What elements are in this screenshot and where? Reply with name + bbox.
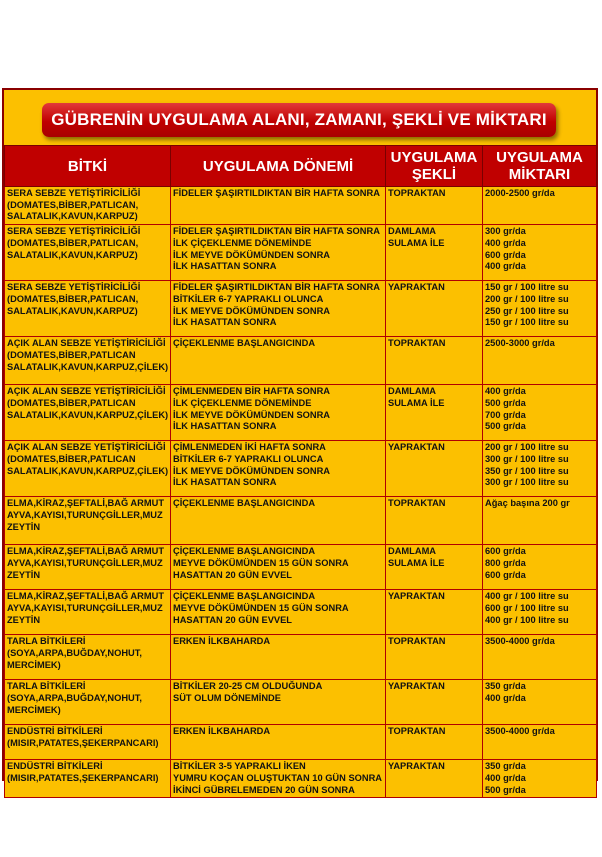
cell-line: ENDÜSTRİ BİTKİLERİ [7,761,103,772]
cell-line: AÇIK ALAN SEBZE YETİŞTİRİCİLİĞİ [7,442,166,453]
cell-line: ELMA,KİRAZ,ŞEFTALİ,BAĞ ARMUT [7,591,164,602]
cell-line: YAPRAKTAN [388,442,445,453]
cell-line: FİDELER ŞAŞIRTILDIKTAN BİR HAFTA SONRA [173,188,380,198]
plant-cell [5,187,171,225]
plant-cell [5,281,171,337]
cell-line: (DOMATES,BİBER,PATLICAN, [7,293,139,304]
amount-cell [483,497,597,545]
cell-line: ÇİÇEKLENME BAŞLANGICINDA [173,338,316,349]
period-cell [171,187,386,225]
cell-line: HASATTAN 20 GÜN EVVEL [173,614,292,625]
cell-line: İLK HASATTAN SONRA [173,477,277,488]
cell-line: HASATTAN 20 GÜN EVVEL [173,569,292,580]
cell-line: SALATALIK,KAVUN,KARPUZ,ÇİLEK) [7,361,169,372]
method-cell [386,760,483,798]
cell-line: YAPRAKTAN [388,681,445,692]
cell-line: 200 gr / 100 litre su [485,293,569,304]
period-cell [171,497,386,545]
cell-line: (DOMATES,BİBER,PATLICAN, [7,237,139,248]
cell-line: 500 gr/da [485,397,526,408]
header-uygulama-donemi [171,146,386,187]
cell-line: SULAMA İLE [388,237,445,248]
cell-line: (MISIR,PATATES,ŞEKERPANCARI) [7,737,159,748]
method-cell [386,635,483,680]
cell-line: 350 gr / 100 litre su [485,465,569,476]
method-cell [386,725,483,760]
table-row [5,590,597,635]
cell-line: TOPRAKTAN [388,338,446,349]
method-cell [386,680,483,725]
cell-line: Ağaç başına 200 gr [485,498,570,509]
cell-line: TOPRAKTAN [388,726,446,737]
cell-line: İLK MEYVE DÖKÜMÜNDEN SONRA [173,409,331,420]
table-row [5,680,597,725]
cell-line: SERA SEBZE YETİŞTİRİCİLİĞİ [7,282,141,293]
method-cell [386,385,483,441]
cell-line: 300 gr / 100 litre su [485,453,569,464]
cell-line: TOPRAKTAN [388,188,446,198]
cell-line: MERCİMEK) [7,659,61,670]
amount-cell [483,725,597,760]
cell-line: 600 gr/da [485,546,526,557]
cell-line: SERA SEBZE YETİŞTİRİCİLİĞİ [7,188,141,198]
cell-line: 700 gr/da [485,409,526,420]
cell-line: 3500-4000 gr/da [485,726,555,737]
cell-line: 300 gr / 100 litre su [485,477,569,488]
period-cell [171,225,386,281]
cell-line: SALATALIK,KAVUN,KARPUZ) [7,305,138,316]
cell-line: AÇIK ALAN SEBZE YETİŞTİRİCİLİĞİ [7,386,166,397]
method-cell [386,281,483,337]
table-row [5,187,597,225]
header-line: BİTKİ [67,157,108,175]
amount-cell [483,225,597,281]
period-cell [171,281,386,337]
cell-line: AÇIK ALAN SEBZE YETİŞTİRİCİLİĞİ [7,338,166,349]
cell-line: (DOMATES,BİBER,PATLICAN [7,453,136,464]
period-cell [171,337,386,385]
cell-line: İLK MEYVE DÖKÜMÜNDEN SONRA [173,465,331,476]
amount-cell [483,385,597,441]
cell-line: (MISIR,PATATES,ŞEKERPANCARI) [7,772,159,783]
cell-line: ZEYTİN [7,521,41,532]
cell-line: ENDÜSTRİ BİTKİLERİ [7,726,103,737]
cell-line: 400 gr / 100 litre su [485,614,569,625]
cell-line: 400 gr/da [485,692,526,703]
amount-cell [483,281,597,337]
cell-line: 800 gr/da [485,557,526,568]
header-line: ŞEKLİ [411,166,457,183]
amount-cell [483,441,597,497]
cell-line: ERKEN İLKBAHARDA [173,636,271,647]
method-cell [386,590,483,635]
cell-line: MEYVE DÖKÜMÜNDEN 15 GÜN SONRA [173,557,349,568]
method-cell [386,225,483,281]
cell-line: İKİNCİ GÜBRELEMEDEN 20 GÜN SONRA [173,784,355,795]
table-row [5,385,597,441]
cell-line: BİTKİLER 3-5 YAPRAKLI İKEN [173,761,306,772]
header-bitki [5,146,171,187]
header-uygulama-miktari [483,146,597,187]
cell-line: (SOYA,ARPA,BUĞDAY,NOHUT, [7,647,142,658]
cell-line: YAPRAKTAN [388,282,445,293]
amount-cell [483,545,597,590]
cell-line: 250 gr / 100 litre su [485,305,569,316]
cell-line: 400 gr/da [485,386,526,397]
table-row [5,281,597,337]
cell-line: MERCİMEK) [7,704,61,715]
plant-cell [5,760,171,798]
header-line: UYGULAMA [496,149,583,166]
cell-line: 600 gr / 100 litre su [485,602,569,613]
cell-line: İLK MEYVE DÖKÜMÜNDEN SONRA [173,305,331,316]
cell-line: 300 gr/da [485,226,526,237]
period-cell [171,635,386,680]
cell-line: 200 gr / 100 litre su [485,442,569,453]
cell-line: 150 gr / 100 litre su [485,317,569,328]
method-cell [386,441,483,497]
cell-line: SERA SEBZE YETİŞTİRİCİLİĞİ [7,226,141,237]
plant-cell [5,385,171,441]
cell-line: İLK HASATTAN SONRA [173,317,277,328]
cell-line: 2500-3000 gr/da [485,338,555,349]
table-row [5,725,597,760]
table-row [5,497,597,545]
cell-line: ÇİÇEKLENME BAŞLANGICINDA [173,498,316,509]
cell-line: DAMLAMA [388,546,437,557]
cell-line: BİTKİLER 20-25 CM OLDUĞUNDA [173,681,323,692]
cell-line: SULAMA İLE [388,557,445,568]
cell-line: (DOMATES,BİBER,PATLICAN [7,397,136,408]
cell-line: İLK ÇİÇEKLENME DÖNEMİNDE [173,397,312,408]
period-cell [171,760,386,798]
cell-line: TARLA BİTKİLERİ [7,636,86,647]
plant-cell [5,635,171,680]
cell-line: SULAMA İLE [388,397,445,408]
period-cell [171,590,386,635]
cell-line: TOPRAKTAN [388,636,446,647]
plant-cell [5,225,171,281]
cell-line: ÇİMLENMEDEN İKİ HAFTA SONRA [173,442,326,453]
cell-line: SALATALIK,KAVUN,KARPUZ,ÇİLEK) [7,465,169,476]
cell-line: 600 gr/da [485,569,526,580]
header-line: UYGULAMA DÖNEMİ [202,157,354,175]
cell-line: ÇİÇEKLENME BAŞLANGICINDA [173,546,316,557]
plant-cell [5,337,171,385]
plant-cell [5,497,171,545]
cell-line: İLK HASATTAN SONRA [173,261,277,272]
plant-cell [5,545,171,590]
cell-line: 500 gr/da [485,784,526,795]
method-cell [386,337,483,385]
cell-line: BİTKİLER 6-7 YAPRAKLI OLUNCA [173,453,324,464]
amount-cell [483,760,597,798]
cell-line: BİTKİLER 6-7 YAPRAKLI OLUNCA [173,293,324,304]
cell-line: 400 gr/da [485,772,526,783]
cell-line: SALATALIK,KAVUN,KARPUZ,ÇİLEK) [7,409,169,420]
table-row [5,441,597,497]
header-line: MİKTARI [508,166,571,183]
cell-line: DAMLAMA [388,386,437,397]
cell-line: ELMA,KİRAZ,ŞEFTALİ,BAĞ ARMUT [7,498,164,509]
cell-line: YAPRAKTAN [388,591,445,602]
cell-line: 400 gr / 100 litre su [485,591,569,602]
period-cell [171,545,386,590]
page-title: GÜBRENİN UYGULAMA ALANI, ZAMANI, ŞEKLİ VE MİKTARI [42,103,556,137]
cell-line: SALATALIK,KAVUN,KARPUZ) [7,249,138,260]
cell-line: (DOMATES,BİBER,PATLICAN, [7,199,139,210]
amount-cell [483,680,597,725]
table-header-row [5,146,597,187]
plant-cell [5,441,171,497]
table-row [5,225,597,281]
cell-line: AYVA,KAYISI,TURUNÇGİLLER,MUZ [7,509,163,520]
cell-line: 500 gr/da [485,421,526,432]
cell-line: 350 gr/da [485,681,526,692]
cell-line: YAPRAKTAN [388,761,445,772]
header-line: UYGULAMA [390,149,478,166]
amount-cell [483,635,597,680]
method-cell [386,545,483,590]
cell-line: 3500-4000 gr/da [485,636,555,647]
cell-line: TARLA BİTKİLERİ [7,681,86,692]
method-cell [386,497,483,545]
plant-cell [5,590,171,635]
cell-line: (SOYA,ARPA,BUĞDAY,NOHUT, [7,692,142,703]
method-cell [386,187,483,225]
header-uygulama-sekli [386,146,483,187]
period-cell [171,680,386,725]
cell-line: 400 gr/da [485,237,526,248]
cell-line: AYVA,KAYISI,TURUNÇGİLLER,MUZ [7,557,163,568]
cell-line: ÇİMLENMEDEN BİR HAFTA SONRA [173,386,331,397]
cell-line: İLK HASATTAN SONRA [173,421,277,432]
period-cell [171,725,386,760]
cell-line: 350 gr/da [485,761,526,772]
cell-line: AYVA,KAYISI,TURUNÇGİLLER,MUZ [7,602,163,613]
period-cell [171,385,386,441]
period-cell [171,441,386,497]
amount-cell [483,337,597,385]
table-row [5,545,597,590]
amount-cell [483,187,597,225]
amount-cell [483,590,597,635]
table-row [5,337,597,385]
cell-line: YUMRU KOÇAN OLUŞTUKTAN 10 GÜN SONRA [173,772,383,783]
plant-cell [5,725,171,760]
cell-line: 150 gr / 100 litre su [485,282,569,293]
cell-line: ERKEN İLKBAHARDA [173,726,271,737]
cell-line: SALATALIK,KAVUN,KARPUZ) [7,211,138,222]
cell-line: TOPRAKTAN [388,498,446,509]
cell-line: ZEYTİN [7,569,41,580]
cell-line: (DOMATES,BİBER,PATLICAN [7,349,136,360]
cell-line: ÇİÇEKLENME BAŞLANGICINDA [173,591,316,602]
table-row [5,760,597,798]
cell-line: DAMLAMA [388,226,437,237]
cell-line: İLK MEYVE DÖKÜMÜNDEN SONRA [173,249,331,260]
cell-line: İLK ÇİÇEKLENME DÖNEMİNDE [173,237,312,248]
cell-line: ZEYTİN [7,614,41,625]
cell-line: 600 gr/da [485,249,526,260]
cell-line: FİDELER ŞAŞIRTILDIKTAN BİR HAFTA SONRA [173,226,380,237]
cell-line: 400 gr/da [485,261,526,272]
cell-line: FİDELER ŞAŞIRTILDIKTAN BİR HAFTA SONRA [173,282,380,293]
table-body [5,187,597,798]
cell-line: ELMA,KİRAZ,ŞEFTALİ,BAĞ ARMUT [7,546,164,557]
plant-cell [5,680,171,725]
fertilizer-table [4,145,597,798]
cell-line: MEYVE DÖKÜMÜNDEN 15 GÜN SONRA [173,602,349,613]
table-row [5,635,597,680]
document-sheet [2,88,598,795]
cell-line: SÜT OLUM DÖNEMİNDE [173,692,281,703]
cell-line: 2000-2500 gr/da [485,188,555,198]
